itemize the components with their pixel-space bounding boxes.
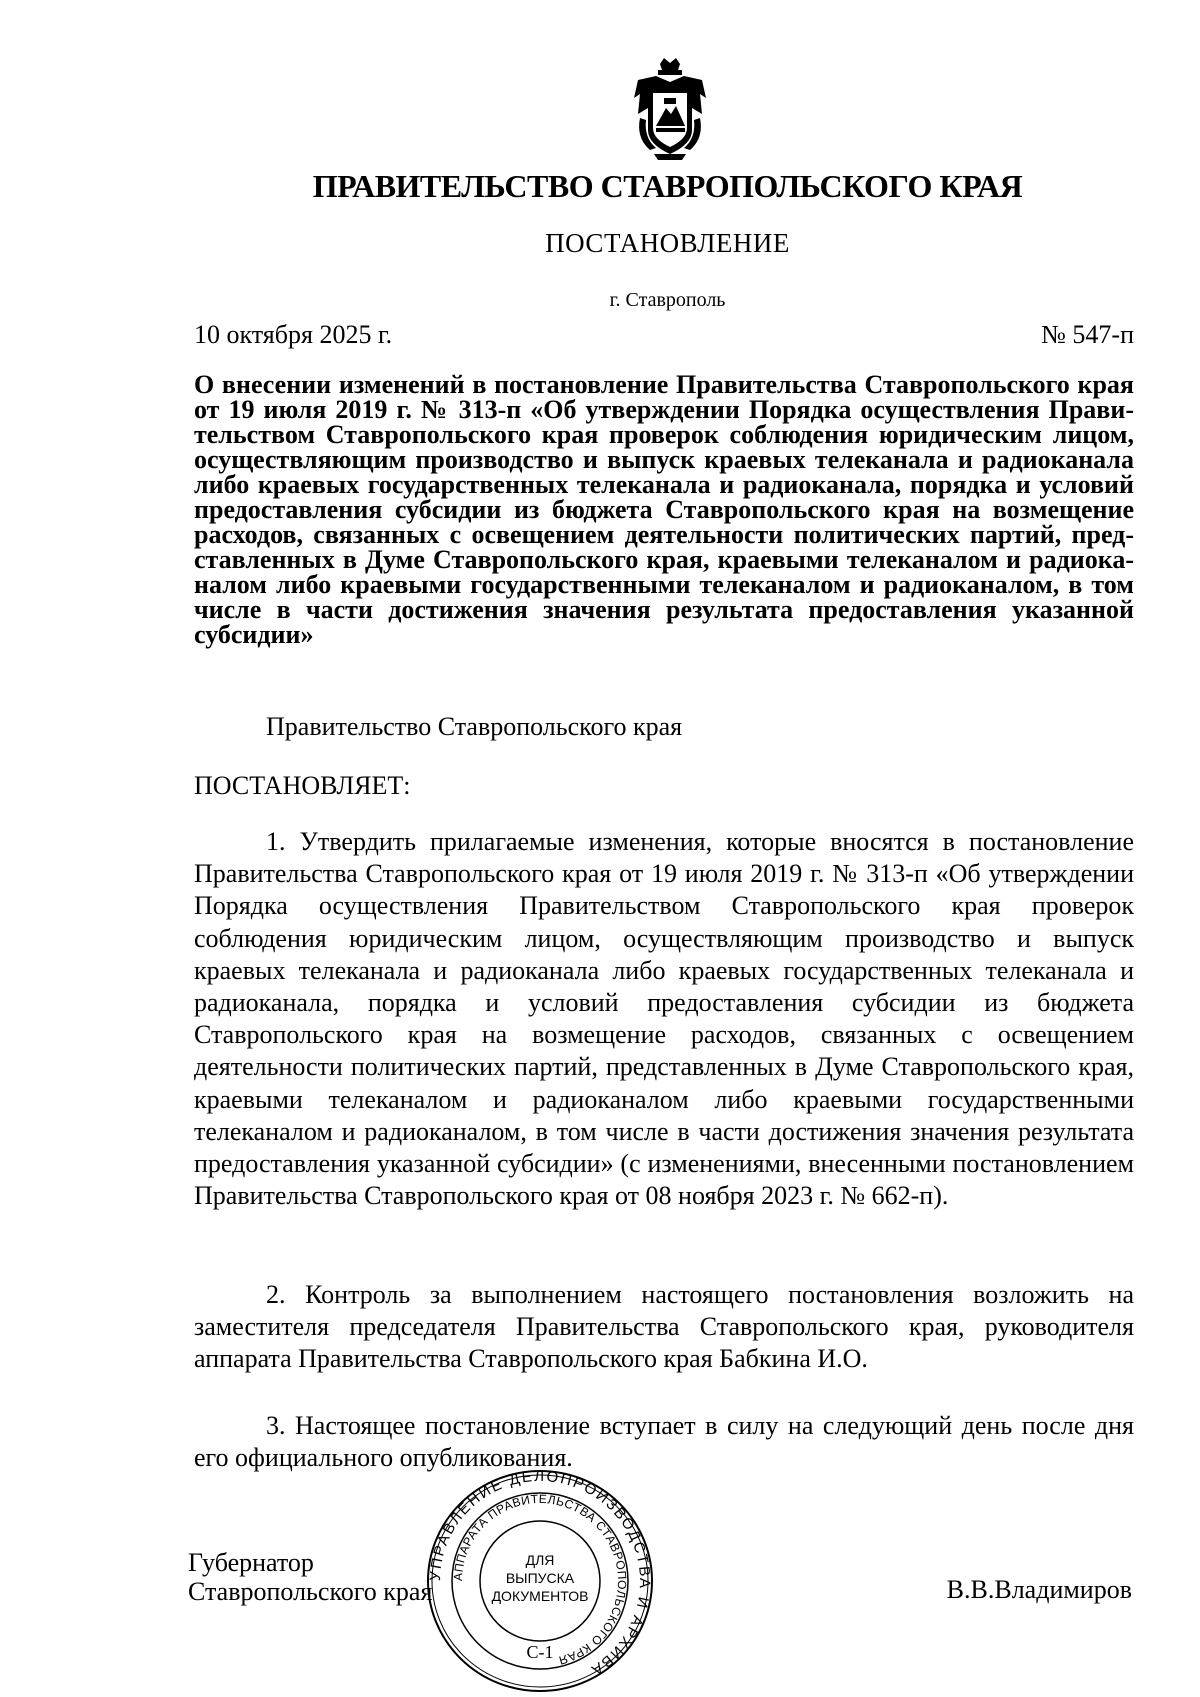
signer-title	[188, 1548, 432, 1606]
seal-outer-text: УПРАВЛЕНИЕ ДЕЛОПРОИЗВОДСТВА И АРХИВА	[426, 1468, 654, 1680]
seal-center-line1: ДЛЯ	[525, 1552, 555, 1568]
paragraph-2: 2. Контроль за выполнением настоящего постановления возложить на заместителя председателя Правительства Ставропольского края, руководителя аппарата Правительства Ставропольского края Бабкина И.О.	[194, 1280, 1134, 1374]
document-date: 10 октября 2025 г.	[194, 320, 393, 349]
resolves-heading: ПОСТАНОВЛЯЕТ:	[194, 771, 411, 800]
city: г. Ставрополь	[609, 289, 726, 311]
seal-inner-text: АППАРАТА ПРАВИТЕЛЬСТВА СТАВРОПОЛЬСКОГО КРАЯ	[450, 1491, 630, 1668]
document-subject: О внесении изменений в постановление Правительства Ставропольского края от 19 июля 2019 г. № 313-п «Об утверждении Порядка осуществления Правительством Ставропольского края проверок соблюдения юридическим лицом, осуществляющим производство и выпуск краевых телеканала и радиоканала либо краевых государственных телеканала и радиоканала, порядка и условий предоставления субсидии из бюджета Ставропольского края на возмещение расходов, связанных с освещением деятельности политических партий, представленных в Думе Ставропольского края, краевыми телеканалом и радиоканалом либо краевыми государственными телеканалом и радиоканалом, в том числе в части достижения значения результата предоставления указанной субсидии»	[194, 370, 1134, 649]
seal-center-line2: ВЫПУСКА	[505, 1570, 575, 1586]
seal-code: С-1	[526, 1642, 554, 1662]
government-line: Правительство Ставропольского края	[266, 712, 683, 741]
document-type: ПОСТАНОВЛЕНИЕ	[545, 228, 790, 258]
paragraph-3: 3. Настоящее постановление вступает в силу на следующий день после дня его официального опубликования.	[194, 1411, 1134, 1473]
coat-of-arms-icon	[630, 58, 710, 162]
document-number: № 547-п	[1041, 320, 1134, 349]
seal-center-line3: ДОКУМЕНТОВ	[491, 1588, 589, 1604]
signer-title-line2: Ставропольского края	[188, 1577, 433, 1606]
signer-title-line1: Губернатор	[188, 1548, 314, 1577]
official-seal-stamp	[420, 1468, 660, 1694]
signer-name: В.В.Владимиров	[946, 1575, 1132, 1604]
paragraph-1: 1. Утвердить прилагаемые изменения, которые вносятся в постановление Правительства Ставропольского края от 19 июля 2019 г. № 313-п «Об утверждении Порядка осуществления Правительством Ставропольского края проверок соблюдения юридическим лицом, осуществляющим производство и выпуск краевых телеканала и радиоканала либо краевых государственных телеканала и радиоканала, порядка и условий предоставления субсидии из бюджета Ставропольского края на возмещение расходов, связанных с освещением деятельности политических партий, представленных в Думе Ставропольского края, краевыми телеканалом и радиоканалом либо краевыми государственными телеканалом и радиоканалом, в том числе в части достижения значения результата предоставления указанной субсидии» (с изменениями, внесенными постановлением Правительства Ставропольского края от 08 ноября 2023 г. № 662-п).	[194, 827, 1134, 1211]
organization-title: ПРАВИТЕЛЬСТВО СТАВРОПОЛЬСКОГО КРАЯ	[312, 168, 1023, 204]
